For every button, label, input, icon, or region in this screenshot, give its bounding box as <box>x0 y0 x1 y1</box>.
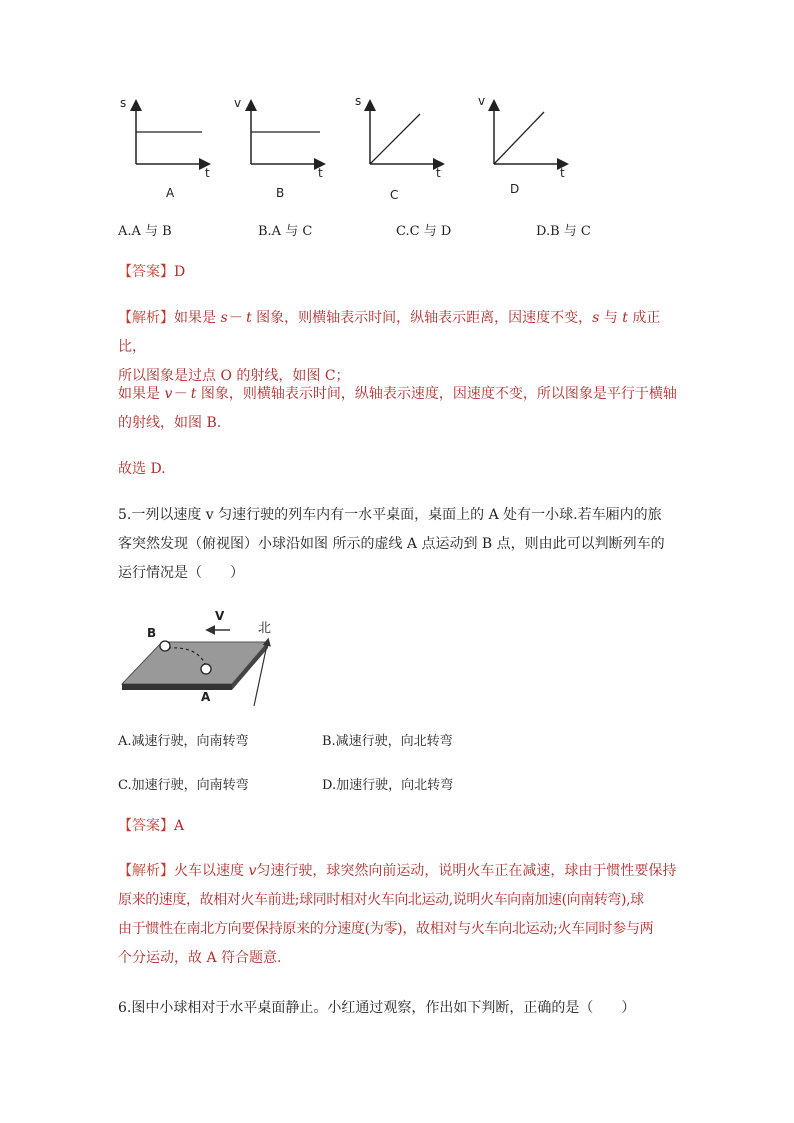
q5-fig-label-b: B <box>147 626 157 640</box>
formula-vt: v－ t <box>164 386 197 402</box>
conclusion-text: 故选 D. <box>118 461 166 477</box>
answer-tag: 【答案】 <box>118 818 174 834</box>
analysis-tag: 【解析】 <box>118 310 174 326</box>
formula-v: v <box>248 863 257 879</box>
q5-analysis <box>118 857 690 973</box>
analysis-text: 图象，则横轴表示时间，纵轴表示距离，因速度不变， <box>256 310 593 326</box>
analysis-line: 所以图象是过点 O 的射线，如图 C； <box>118 368 350 384</box>
q5-stem <box>118 501 678 588</box>
graph-d-x-label: t <box>560 166 565 180</box>
graph-a-x-label: t <box>205 166 210 180</box>
q5-option-d: D.加速行驶，向北转弯 <box>322 778 454 793</box>
answer-tag: 【答案】 <box>118 264 174 280</box>
formula-t: t <box>622 310 628 326</box>
graph-b-y-label: v <box>234 96 242 110</box>
answer-value: A <box>174 818 185 834</box>
graph-a-y-label: s <box>120 96 127 110</box>
graph-b-x-label: t <box>318 166 323 180</box>
analysis-text: 匀速行驶，球突然向前运动，说明火车正在减速，球由于惯性要保持 <box>256 863 677 879</box>
analysis-line: 个分运动，故 A 符合题意. <box>118 950 282 966</box>
q5-option-b: B.减速行驶，向北转弯 <box>322 734 453 749</box>
analysis-text: 如果是 <box>174 310 216 326</box>
q5-fig-label-north: 北 <box>258 621 272 636</box>
formula-st: s－ t <box>220 310 252 326</box>
q6-stem-line: 6.图中小球相对于水平桌面静止。小红通过观察，作出如下判断，正确的是（ ） <box>118 1000 636 1016</box>
graph-c-x-label: t <box>436 166 441 180</box>
analysis-text: 与 <box>603 310 618 326</box>
graph-a-letter: A <box>166 186 175 200</box>
answer-value: D <box>174 264 186 280</box>
graph-c-letter: C <box>390 188 399 202</box>
graph-a <box>136 102 208 164</box>
q5-option-c: C.加速行驶，向南转弯 <box>118 778 249 793</box>
q4-option-a: A.A 与 B <box>118 224 172 239</box>
formula-s: s <box>592 310 600 326</box>
q4-answer <box>118 258 678 287</box>
q5-fig-label-v: V <box>215 609 225 623</box>
q4-option-c: C.C 与 D <box>396 224 452 239</box>
analysis-line: 的射线，如图 B. <box>118 415 222 431</box>
q4-analysis-2 <box>118 380 678 438</box>
q4-analysis <box>118 304 678 391</box>
graph-b-letter: B <box>276 186 285 200</box>
graph-d-y-label: v <box>478 94 486 108</box>
q5-stem-line: 5.一列以速度 v 匀速行驶的列车内有一水平桌面，桌面上的 A 处有一小球.若车厢内的旅 <box>118 507 662 523</box>
graph-d <box>494 102 566 164</box>
q5-fig-label-a: A <box>201 690 211 704</box>
analysis-line: 原来的速度，故相对火车前进;球同时相对火车向北运动,说明火车向南加速(向南转弯),球 <box>118 892 644 908</box>
q4-conclusion <box>118 455 678 484</box>
analysis-tag: 【解析】 <box>118 863 174 879</box>
q4-option-b: B.A 与 C <box>258 224 313 239</box>
graph-c <box>370 102 442 164</box>
graph-b <box>251 102 323 164</box>
analysis-line: 由于惯性在南北方向要保持原来的分速度(为零)，故相对与火车向北运动;火车同时参与两 <box>118 921 654 937</box>
graph-c-y-label: s <box>355 94 362 108</box>
q5-stem-line: 客突然发现（俯视图）小球沿如图 所示的虚线 A 点运动到 B 点，则由此可以判断列车的 <box>118 536 665 552</box>
q6-stem <box>118 994 678 1023</box>
analysis-text: 火车以速度 <box>174 863 244 879</box>
graph-d-letter: D <box>510 182 520 196</box>
q4-option-d: D.B 与 C <box>536 224 591 239</box>
q5-stem-line: 运行情况是（ ） <box>118 565 244 581</box>
analysis-text: 如果是 <box>118 386 160 402</box>
analysis-text: 成正比， <box>118 310 661 355</box>
analysis-text: 图象，则横轴表示时间，纵轴表示速度，因速度不变，所以图象是平行于横轴 <box>200 386 677 402</box>
q5-option-a: A.减速行驶，向南转弯 <box>118 734 249 749</box>
q5-answer <box>118 812 678 841</box>
